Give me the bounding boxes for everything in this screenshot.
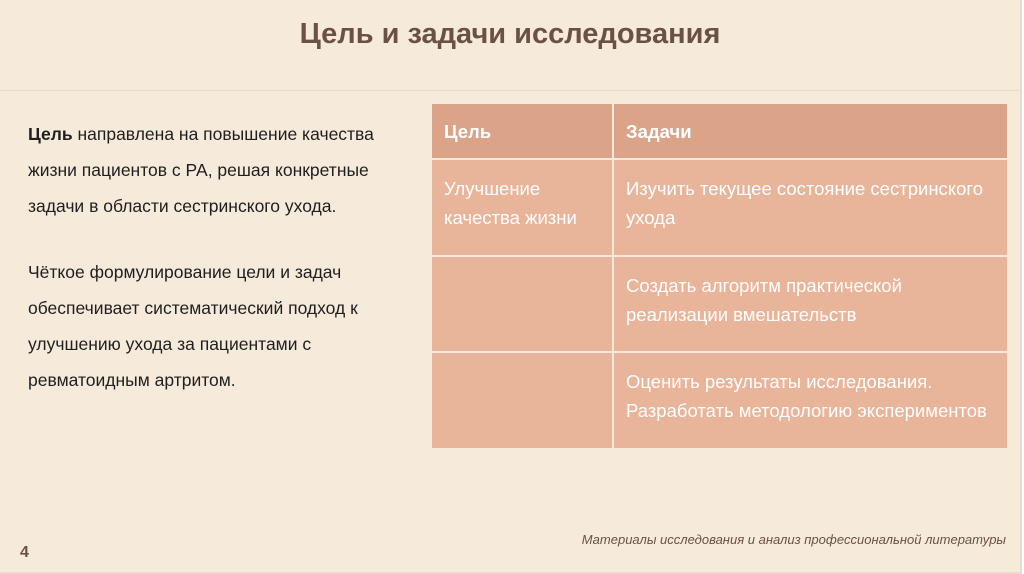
slide-title: Цель и задачи исследования (299, 18, 721, 50)
approach-paragraph: Чёткое формулирование цели и задач обеспечивает систематический подход к улучшению ухода за пациентами с ревматоидным артритом. (28, 262, 358, 390)
goal-paragraph-text: направлена на повышение качества жизни пациентов с РА, решая конкретные задачи в области сестринского ухода. (28, 124, 374, 216)
footer-caption: Материалы исследования и анализ профессиональной литературы (581, 532, 1006, 547)
table-row (431, 159, 1008, 256)
goal-paragraph (28, 116, 420, 224)
header-tasks: Задачи (613, 103, 1008, 159)
task-cell: Создать алгоритм практической реализации вмешательств (613, 256, 1008, 353)
task-cell: Оценить результаты исследования. Разработать методологию экспериментов (613, 352, 1008, 449)
header-goal: Цель (431, 103, 613, 159)
page-number: 4 (20, 544, 29, 561)
goal-cell (431, 256, 613, 353)
table-row (431, 256, 1008, 353)
goal-cell (431, 352, 613, 449)
goal-cell: Улучшение качества жизни (431, 159, 613, 256)
title-divider (0, 90, 1020, 91)
table-header-row (431, 103, 1008, 159)
goal-keyword: Цель (28, 124, 73, 144)
task-cell: Изучить текущее состояние сестринского ухода (613, 159, 1008, 256)
left-text-block (28, 116, 420, 428)
table-row (431, 352, 1008, 449)
goals-tasks-table (430, 102, 1009, 450)
